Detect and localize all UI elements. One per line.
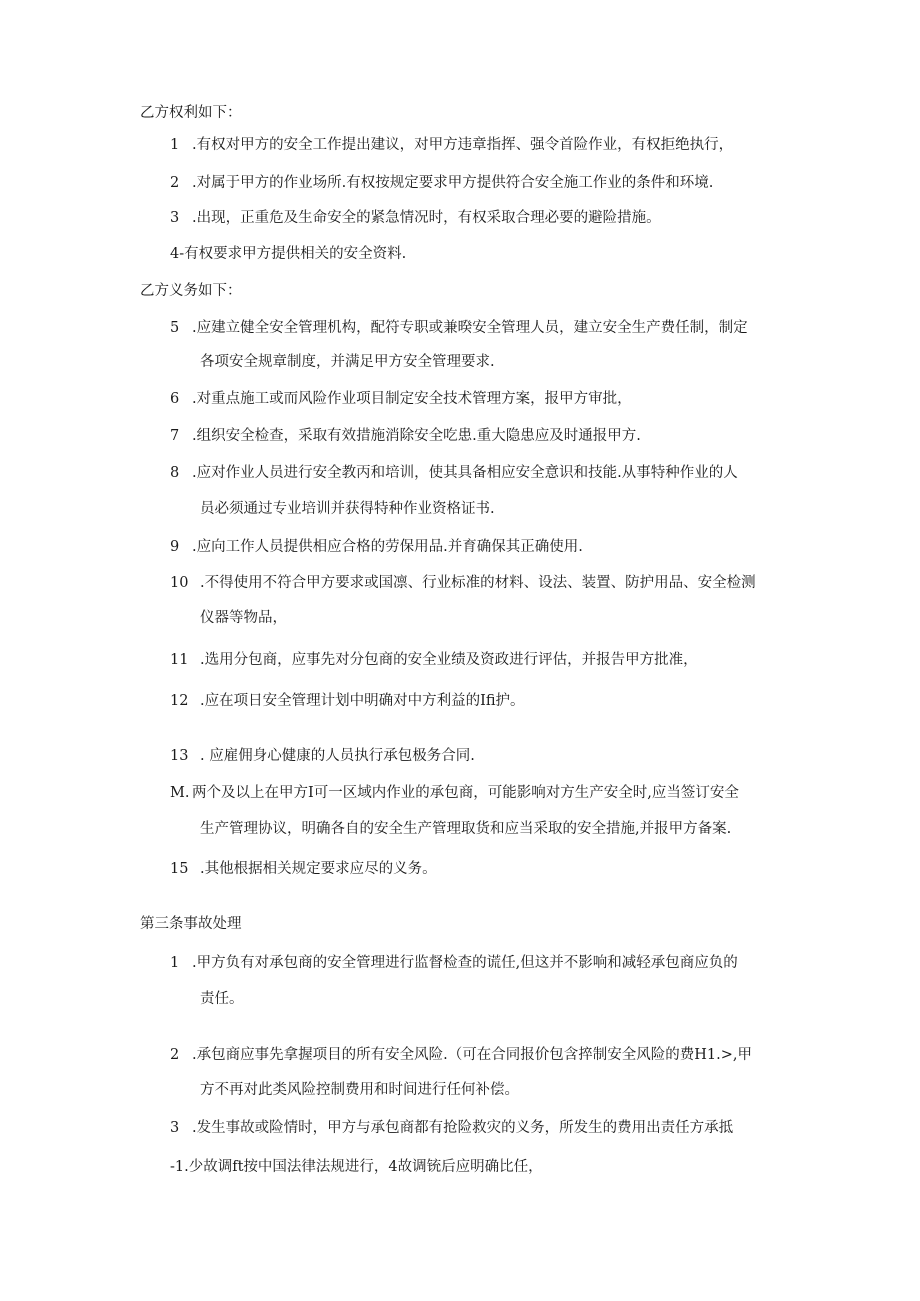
item-text: .甲方负有对承包商的安全管理进行监督检查的谎任,但这并不影响和减轻承包商应负的: [192, 955, 738, 971]
list-item-continuation: 责任。: [200, 991, 244, 1007]
item-text: . 应雇佣身心健康的人员执行承包极务合同.: [200, 748, 475, 764]
item-text: .不得使用不符合甲方要求或国凛、行业标准的材料、设法、装置、防护用品、安全检测: [200, 575, 756, 591]
list-item: [170, 173, 713, 193]
item-text: .承包商应事先拿握项目的所有安全风险.（可在合同报价包含捽制安全风险的费H1.>,甲: [192, 1047, 752, 1063]
list-item: [170, 746, 475, 766]
item-text: 两个及以上在甲方I可一区域内作业的承包商，可能影响对方生产安全时,应当签订安全: [192, 785, 739, 801]
item-text: -1.少故调ft按中国法律法规进行，4故调铳后应明确比任，: [170, 1159, 543, 1175]
list-item: [170, 953, 738, 973]
list-item: [170, 1118, 733, 1138]
list-item: [170, 208, 661, 228]
list-item: [170, 783, 739, 803]
list-item: [170, 1157, 543, 1177]
item-text: .组织安全检查，采取有效措施消除安全吃患.重大隐患应及时通报甲方.: [192, 428, 641, 444]
item-text: .对重点施工或而风险作业项目制定安全技术管理方案，报甲方审批，: [192, 391, 632, 407]
list-item-continuation: 生产管理协议，明确各自的安全生产管理取货和应当采取的安全措施,并报甲方备案.: [200, 821, 732, 837]
item-number: 8: [170, 465, 180, 481]
item-number: 13: [170, 748, 189, 764]
item-text: .应向工作人员提供相应合格的劳保用品.并育确保其正确使用.: [192, 539, 583, 555]
item-number: 3: [170, 210, 180, 226]
list-item: [170, 135, 733, 155]
duties-heading: 乙方义务如下：: [140, 283, 242, 299]
item-text: .其他根据相关规定要求应尽的义务。: [200, 861, 437, 877]
list-item: [170, 463, 738, 483]
item-number: 1: [170, 137, 180, 153]
item-number: 11: [170, 652, 189, 668]
item-text: .应对作业人员进行安全教丙和培训，使其具备相应安全意识和技能.从事特种作业的人: [192, 465, 738, 481]
item-text: 4-有权要求甲方提供相关的安全资料.: [170, 246, 407, 262]
list-item: [170, 859, 437, 879]
list-item-continuation: 仪器等物品，: [200, 610, 287, 626]
item-number: 2: [170, 1047, 180, 1063]
list-item: [170, 537, 583, 557]
list-item-continuation: 员必须通过专业培训并获得特种作业资格证书.: [200, 501, 495, 517]
item-number: 9: [170, 539, 180, 555]
list-item: [170, 573, 756, 593]
article3-heading: 第三条事故处理: [140, 916, 242, 932]
item-text: .应建立健全安全管理机构，配符专职或兼暌安全管理人员，建立安全生产费任制，制定: [192, 320, 748, 336]
item-number: 5: [170, 320, 180, 336]
item-number: M.: [170, 785, 190, 801]
item-number: 1: [170, 955, 180, 971]
list-item-continuation: 各项安全规章制度，并满足甲方安全管理要求.: [200, 354, 495, 370]
list-item: [170, 1045, 752, 1065]
item-text: .对属于甲方的作业场所.有权按规定要求甲方提供符合安全施工作业的条件和环境.: [192, 175, 714, 191]
list-item: [170, 426, 641, 446]
list-item-continuation: 方不再对此类风险控制费用和时间进行任何补偿。: [200, 1082, 519, 1098]
item-number: 2: [170, 175, 180, 191]
item-text: .出现，正重危及生命安全的紧急情况时，有权采取合理必要的避险措施。: [192, 210, 661, 226]
item-number: 7: [170, 428, 180, 444]
item-number: 3: [170, 1120, 180, 1136]
list-item: [170, 650, 698, 670]
list-item: [170, 389, 632, 409]
item-text: .发生事故或险情时，甲方与承包商都有抢险救灾的义务，所发生的费用出责任方承抵: [192, 1120, 734, 1136]
item-number: 15: [170, 861, 189, 877]
list-item: [170, 691, 525, 711]
item-text: .应在项日安全管理计划中明确对中方利益的Ifi护。: [200, 693, 525, 709]
rights-heading: 乙方权利如下：: [140, 105, 242, 121]
list-item: [170, 244, 406, 264]
item-text: .选用分包商，应事先对分包商的安全业绩及资政进行评估，并报告甲方批准，: [200, 652, 698, 668]
item-number: 12: [170, 693, 189, 709]
item-number: 10: [170, 575, 189, 591]
list-item: [170, 318, 748, 338]
item-number: 6: [170, 391, 180, 407]
item-text: .有权对甲方的安全工作提出建议，对甲方违章指挥、强令首险作业，有权拒绝执行，: [192, 137, 734, 153]
